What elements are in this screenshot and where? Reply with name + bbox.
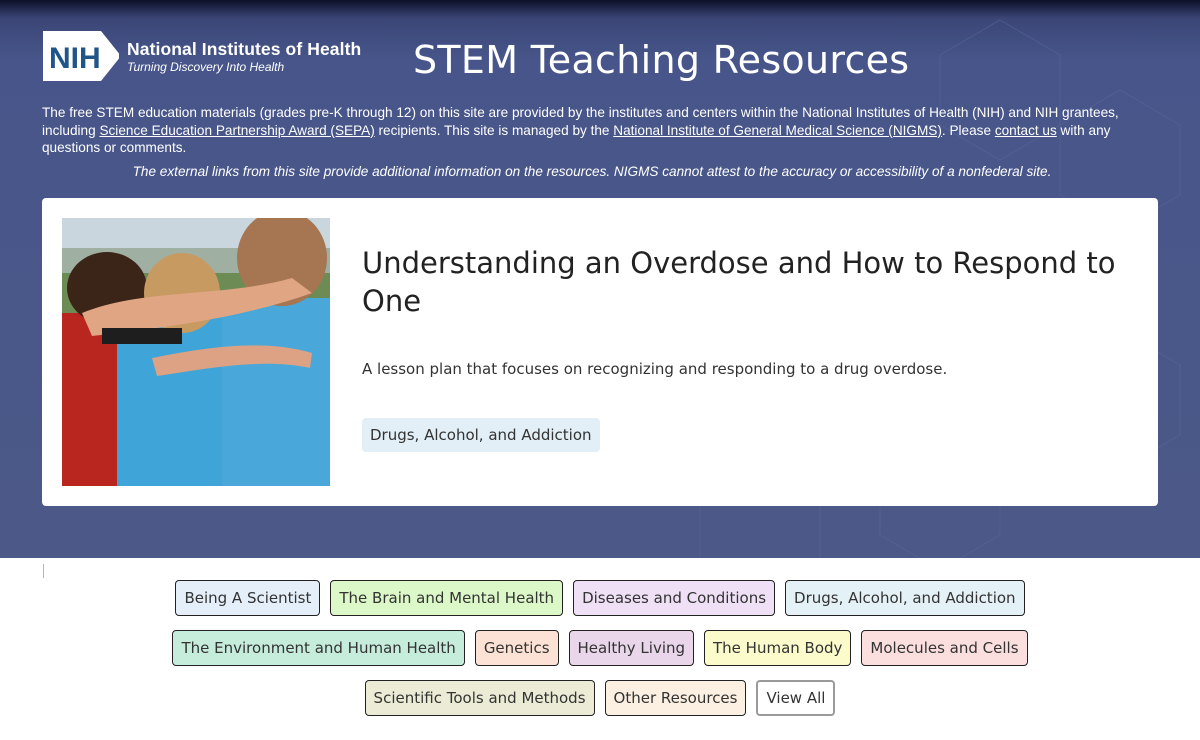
intro-text: . Please — [941, 122, 995, 138]
sepa-link[interactable]: Science Education Partnership Award (SEPA) — [99, 122, 375, 138]
topic-diseases-conditions[interactable]: Diseases and Conditions — [573, 580, 775, 616]
intro-text: recipients. This site is managed by the — [374, 122, 614, 138]
topic-human-body[interactable]: The Human Body — [704, 630, 851, 666]
photo-children-huddle-icon — [62, 218, 330, 486]
topic-drugs-alcohol-addiction[interactable]: Drugs, Alcohol, and Addiction — [785, 580, 1025, 616]
topic-healthy-living[interactable]: Healthy Living — [569, 630, 695, 666]
topic-filters — [0, 580, 1200, 730]
intro-text: with any questions or comments. — [42, 122, 1111, 156]
topic-row-2 — [0, 630, 1200, 666]
view-all-button[interactable]: View All — [756, 680, 835, 716]
nigms-link[interactable]: National Institute of General Medical Science (NIGMS) — [613, 122, 942, 138]
org-tagline: Turning Discovery Into Health — [127, 59, 285, 74]
featured-resource-card[interactable] — [42, 198, 1158, 506]
intro-text: The free STEM education materials (grades pre-K through 12) on this site are provided by the institutes and centers within the National Institutes of Health (NIH) and NIH grantees, including — [42, 105, 1119, 138]
nih-logo-icon — [43, 31, 119, 81]
featured-title[interactable]: Understanding an Overdose and How to Respond to One — [362, 246, 1116, 318]
topic-molecules-cells[interactable]: Molecules and Cells — [861, 630, 1027, 666]
topic-other-resources[interactable]: Other Resources — [605, 680, 747, 716]
topic-row-3 — [0, 680, 1200, 716]
topic-genetics[interactable]: Genetics — [475, 630, 559, 666]
topic-row-1 — [0, 580, 1200, 616]
page-title: STEM Teaching Resources — [413, 38, 910, 82]
text-cursor — [43, 564, 44, 578]
children-huddle-photo — [62, 218, 330, 486]
topic-scientific-tools-methods[interactable]: Scientific Tools and Methods — [365, 680, 595, 716]
intro-paragraph — [42, 104, 1160, 157]
topic-brain-mental-health[interactable]: The Brain and Mental Health — [330, 580, 563, 616]
topic-environment-human-health[interactable]: The Environment and Human Health — [172, 630, 464, 666]
contact-us-link[interactable]: contact us — [994, 122, 1057, 138]
svg-text:NIH: NIH — [49, 42, 101, 75]
featured-description: A lesson plan that focuses on recognizing and responding to a drug overdose. — [362, 360, 948, 378]
featured-topic-tag[interactable]: Drugs, Alcohol, and Addiction — [362, 418, 600, 452]
nih-logo[interactable] — [43, 31, 361, 81]
org-name: National Institutes of Health — [127, 38, 362, 59]
external-links-disclaimer: The external links from this site provide additional information on the resources. NIGMS cannot attest to the accuracy or accessibility of a nonfederal site. — [132, 164, 1052, 179]
topic-being-a-scientist[interactable]: Being A Scientist — [175, 580, 320, 616]
